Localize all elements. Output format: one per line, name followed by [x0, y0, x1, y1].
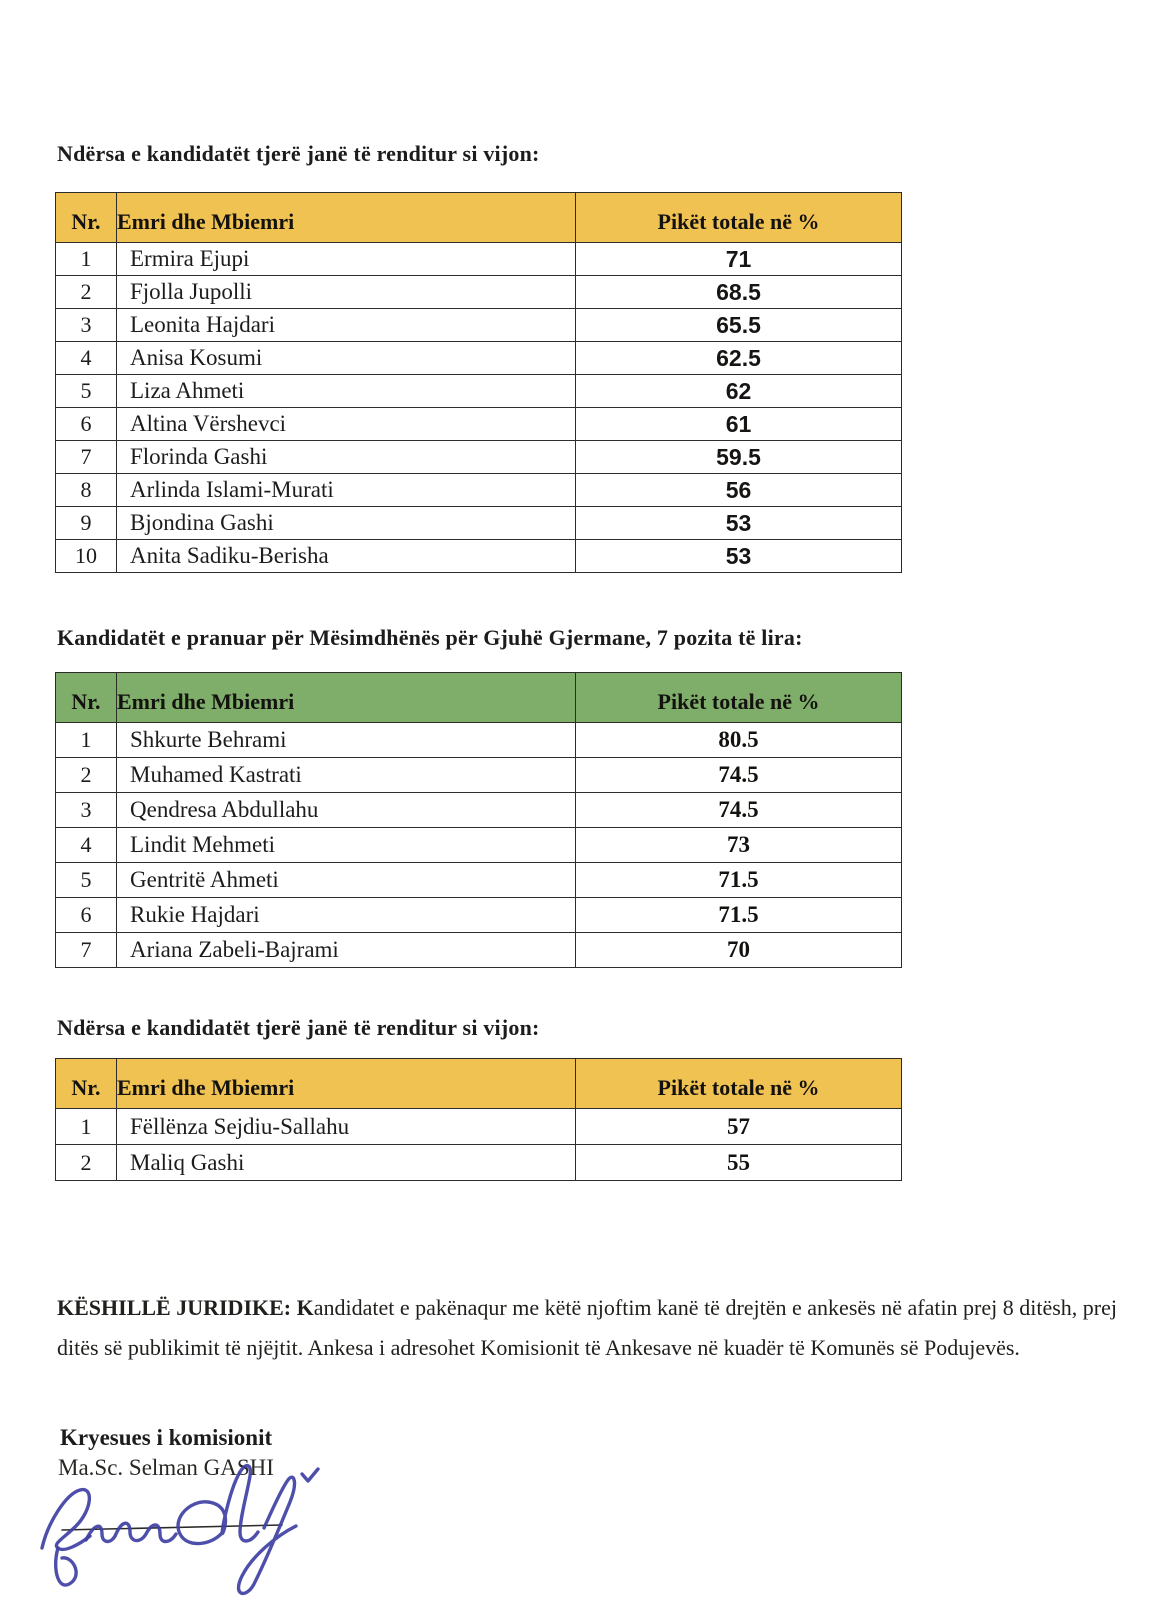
section-3-heading: Ndërsa e kandidatët tjerë janë të renditur si vijon:: [57, 1015, 540, 1040]
candidate-name: Ariana Zabeli-Bajrami: [117, 933, 576, 968]
candidate-score: 61: [576, 408, 902, 441]
candidate-score: 71.5: [576, 863, 902, 898]
candidate-score: 62: [576, 375, 902, 408]
signer-name: Ma.Sc. Selman GASHI: [58, 1455, 274, 1480]
row-number: 5: [56, 375, 117, 408]
table-row: [56, 793, 902, 828]
candidates-table-1: [55, 192, 902, 573]
row-number: 4: [56, 342, 117, 375]
column-header-nr: Nr.: [56, 1059, 117, 1109]
row-number: 1: [56, 1109, 117, 1145]
row-number: 3: [56, 309, 117, 342]
candidate-name: Liza Ahmeti: [117, 375, 576, 408]
candidate-score: 55: [576, 1145, 902, 1181]
candidate-name: Leonita Hajdari: [117, 309, 576, 342]
column-header-name: Emri dhe Mbiemri: [117, 193, 576, 243]
candidate-score: 53: [576, 540, 902, 573]
table-3-body: [56, 1109, 902, 1181]
signature-stroke-tail: [56, 1548, 76, 1585]
candidate-name: Rukie Hajdari: [117, 898, 576, 933]
table-row: [56, 408, 902, 441]
table-row: [56, 540, 902, 573]
table-row: [56, 507, 902, 540]
table-row: [56, 1145, 902, 1181]
candidate-score: 71.5: [576, 898, 902, 933]
table-1-body: [56, 243, 902, 573]
table-row: [56, 309, 902, 342]
header-row: [56, 193, 902, 243]
candidate-name: Muhamed Kastrati: [117, 758, 576, 793]
row-number: 7: [56, 933, 117, 968]
candidate-name: Arlinda Islami-Murati: [117, 474, 576, 507]
signature-stroke-descender: [239, 1477, 296, 1593]
row-number: 6: [56, 408, 117, 441]
table-row: [56, 243, 902, 276]
table-row: [56, 758, 902, 793]
table-1-header-row: [56, 193, 902, 243]
candidate-name: Bjondina Gashi: [117, 507, 576, 540]
row-number: 2: [56, 758, 117, 793]
candidate-name: Altina Vërshevci: [117, 408, 576, 441]
candidate-name: Gentritë Ahmeti: [117, 863, 576, 898]
header-row: [56, 1059, 902, 1109]
signature-underline: [62, 1525, 282, 1530]
signature-check-flick: [302, 1469, 318, 1481]
table-row: [56, 342, 902, 375]
candidate-score: 65.5: [576, 309, 902, 342]
column-header-score: Pikët totale në %: [576, 1059, 902, 1109]
candidate-score: 73: [576, 828, 902, 863]
column-header-name: Emri dhe Mbiemri: [117, 1059, 576, 1109]
section-1-heading: Ndërsa e kandidatët tjerë janë të renditur si vijon:: [57, 141, 540, 166]
candidates-table-2: [55, 672, 902, 968]
table-row: [56, 723, 902, 758]
candidate-score: 70: [576, 933, 902, 968]
signature-stroke-initial: [42, 1490, 90, 1550]
column-header-score: Pikët totale në %: [576, 193, 902, 243]
candidate-name: Anita Sadiku-Berisha: [117, 540, 576, 573]
candidates-table-3: [55, 1058, 902, 1181]
row-number: 3: [56, 793, 117, 828]
candidate-name: Shkurte Behrami: [117, 723, 576, 758]
row-number: 1: [56, 243, 117, 276]
table-2-header-row: [56, 673, 902, 723]
table-row: [56, 863, 902, 898]
table-2-body: [56, 723, 902, 968]
column-header-name: Emri dhe Mbiemri: [117, 673, 576, 723]
table-row: [56, 828, 902, 863]
row-number: 10: [56, 540, 117, 573]
table-row: [56, 375, 902, 408]
table-row: [56, 1109, 902, 1145]
candidate-score: 57: [576, 1109, 902, 1145]
table-3-header-row: [56, 1059, 902, 1109]
candidate-name: Lindit Mehmeti: [117, 828, 576, 863]
column-header-nr: Nr.: [56, 193, 117, 243]
candidate-score: 68.5: [576, 276, 902, 309]
header-row: [56, 673, 902, 723]
candidate-score: 56: [576, 474, 902, 507]
candidate-score: 53: [576, 507, 902, 540]
candidate-name: Ermira Ejupi: [117, 243, 576, 276]
table-row: [56, 441, 902, 474]
candidate-score: 71: [576, 243, 902, 276]
row-number: 7: [56, 441, 117, 474]
row-number: 6: [56, 898, 117, 933]
candidate-score: 59.5: [576, 441, 902, 474]
row-number: 2: [56, 276, 117, 309]
row-number: 4: [56, 828, 117, 863]
candidate-name: Anisa Kosumi: [117, 342, 576, 375]
candidate-name: Maliq Gashi: [117, 1145, 576, 1181]
row-number: 5: [56, 863, 117, 898]
signature-stroke-middle: [86, 1523, 176, 1541]
candidate-score: 80.5: [576, 723, 902, 758]
row-number: 2: [56, 1145, 117, 1181]
row-number: 8: [56, 474, 117, 507]
signer-role: Kryesues i komisionit: [60, 1425, 273, 1450]
candidate-name: Fjolla Jupolli: [117, 276, 576, 309]
candidate-score: 62.5: [576, 342, 902, 375]
table-row: [56, 474, 902, 507]
row-number: 9: [56, 507, 117, 540]
table-row: [56, 276, 902, 309]
column-header-nr: Nr.: [56, 673, 117, 723]
table-row: [56, 933, 902, 968]
legal-notice-label: KËSHILLË JURIDIKE: K: [57, 1295, 314, 1320]
column-header-score: Pikët totale në %: [576, 673, 902, 723]
candidate-score: 74.5: [576, 758, 902, 793]
row-number: 1: [56, 723, 117, 758]
candidate-score: 74.5: [576, 793, 902, 828]
candidate-name: Qendresa Abdullahu: [117, 793, 576, 828]
legal-notice-text: andidatet e pakënaqur me këtë njoftim kanë të drejtën e ankesës në afatin prej 8 ditësh, prej ditës së publikimit të njëjtit. Ankesa i adresohet Komisionit të Ankesave në kuadër të Komunës së Podujevës.: [57, 1295, 1118, 1360]
candidate-name: Florinda Gashi: [117, 441, 576, 474]
table-row: [56, 898, 902, 933]
candidate-name: Fëllënza Sejdiu-Sallahu: [117, 1109, 576, 1145]
legal-notice: [57, 1288, 1123, 1368]
section-2-heading: Kandidatët e pranuar për Mësimdhënës për Gjuhë Gjermane, 7 pozita të lira:: [57, 625, 803, 650]
